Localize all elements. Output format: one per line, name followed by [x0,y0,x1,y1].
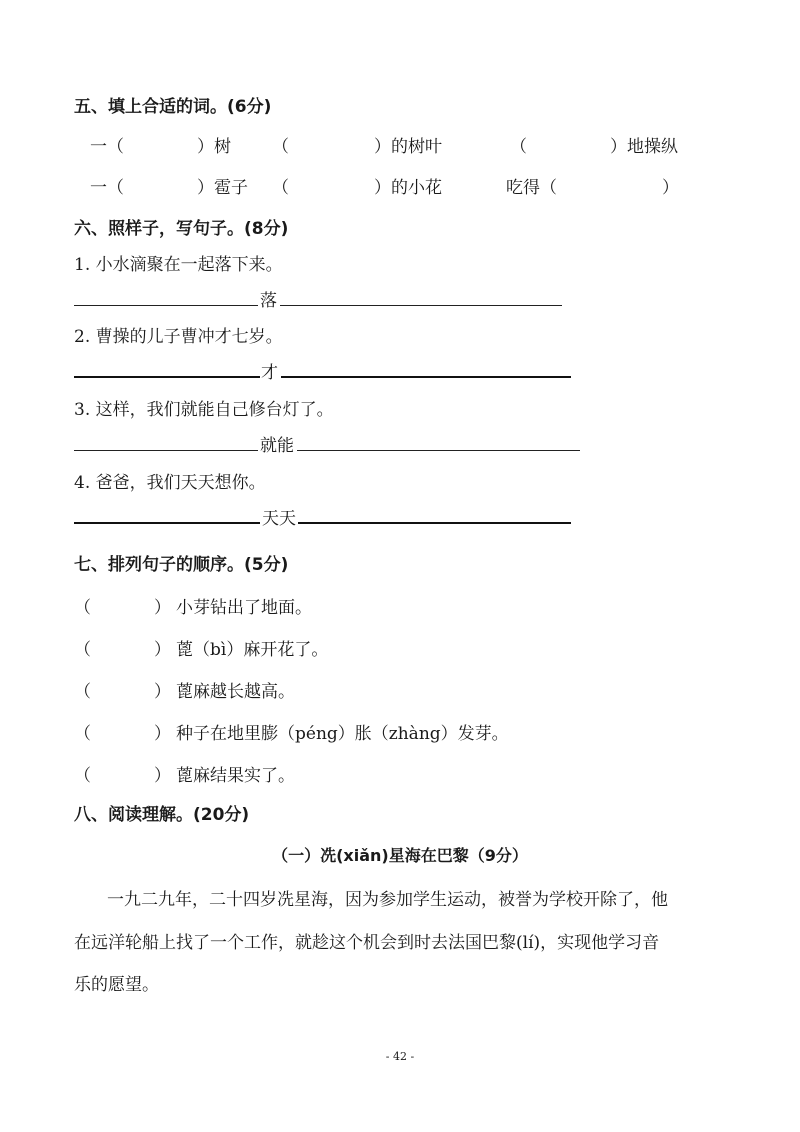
page-number: - 42 - [385,1050,415,1063]
example-sentence-2: 2. 曹操的儿子曹冲才七岁。 [74,327,283,347]
passage-line-1: 一九二九年，二十四岁冼星海，因为参加学生运动，被誉为学校开除了，他 [107,890,668,910]
blank-caozong-close: ）地操纵 [610,137,678,157]
answer-line-1b[interactable] [280,305,562,306]
blank-xiaohua-close: ）的小花 [374,178,442,198]
order-blank-5-open: （ [74,766,91,786]
answer-line-1a[interactable] [74,305,258,306]
passage-line-3: 乐的愿望。 [74,975,159,995]
section5-title: 五、填上合适的词。(6分) [74,97,272,117]
blank-yi-shu-close: ）树 [197,137,231,157]
order-blank-2-open: （ [74,640,91,660]
blank-yi-shu-open: 一（ [90,137,124,157]
blank-xiaohua-open: （ [272,178,289,198]
blank-chide-open: 吃得（ [506,178,557,198]
order-blank-3-open: （ [74,682,91,702]
keyword-3: 就能 [260,436,294,456]
order-sentence-2: 蓖（bì）麻开花了。 [176,640,329,660]
passage-title: （一）冼(xiǎn)星海在巴黎（9分） [272,846,528,865]
order-blank-2-close: ） [154,640,171,660]
example-sentence-1: 1. 小水滴聚在一起落下来。 [74,255,283,275]
order-blank-4-open: （ [74,724,91,744]
answer-line-4b[interactable] [298,522,571,524]
example-sentence-3: 3. 这样，我们就能自己修台灯了。 [74,400,334,420]
order-blank-3-close: ） [154,682,171,702]
blank-shuye-close: ）的树叶 [374,137,442,157]
order-blank-1-open: （ [74,598,91,618]
order-blank-4-close: ） [154,724,171,744]
section7-title: 七、排列句子的顺序。(5分) [74,555,289,575]
order-sentence-1: 小芽钻出了地面。 [176,598,312,618]
section6-title: 六、照样子，写句子。(8分) [74,219,289,239]
answer-line-3b[interactable] [297,450,580,451]
blank-baozi-open: 一（ [90,178,124,198]
keyword-4: 天天 [262,509,296,529]
answer-line-2a[interactable] [74,376,260,378]
blank-caozong-open: （ [510,137,527,157]
keyword-2: 才 [261,363,278,383]
passage-line-2: 在远洋轮船上找了一个工作，就趁这个机会到时去法国巴黎(lí)，实现他学习音 [74,933,660,953]
keyword-1: 落 [260,291,277,311]
section8-title: 八、阅读理解。(20分) [74,805,250,825]
answer-line-4a[interactable] [74,522,260,524]
blank-shuye-open: （ [272,137,289,157]
answer-line-3a[interactable] [74,450,258,451]
answer-line-2b[interactable] [281,376,571,378]
order-sentence-5: 蓖麻结果实了。 [176,766,295,786]
order-blank-5-close: ） [154,766,171,786]
blank-baozi-close: ）雹子 [197,178,248,198]
order-sentence-4: 种子在地里膨（péng）胀（zhàng）发芽。 [176,724,509,744]
order-sentence-3: 蓖麻越长越高。 [176,682,295,702]
blank-chide-close: ） [662,178,679,198]
example-sentence-4: 4. 爸爸，我们天天想你。 [74,473,266,493]
order-blank-1-close: ） [154,598,171,618]
